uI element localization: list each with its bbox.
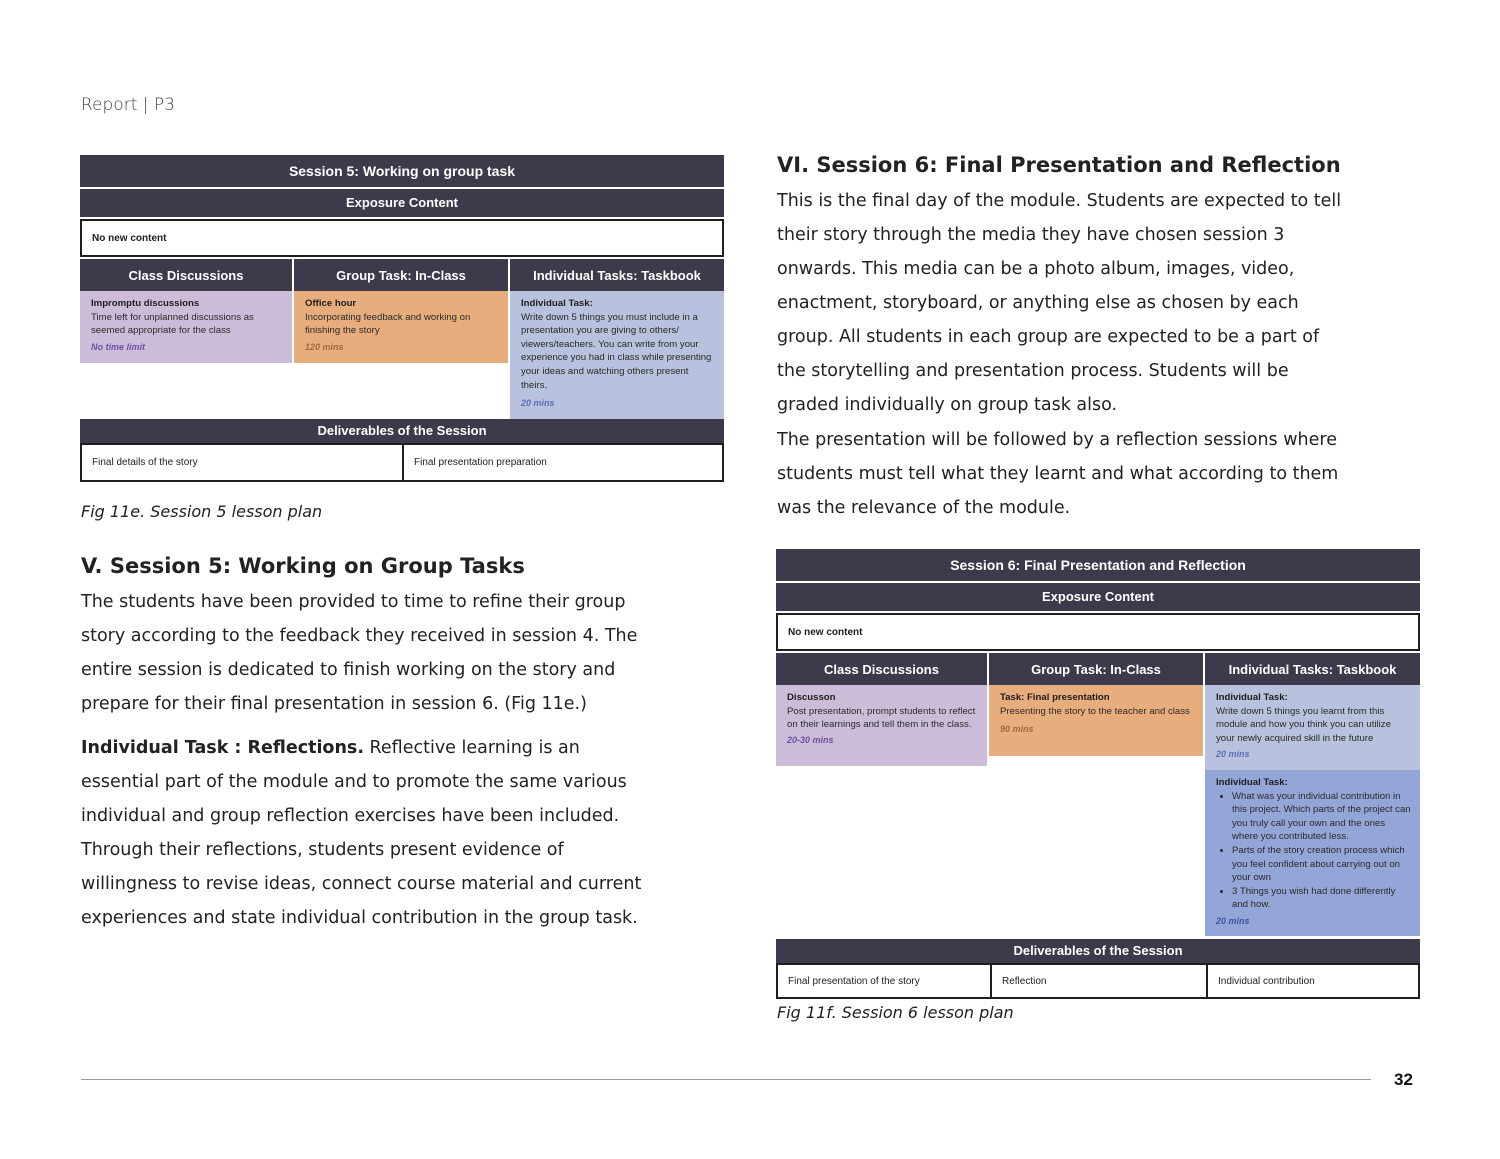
figure-caption: Fig 11e. Session 5 lesson plan [81, 502, 323, 521]
individual-task-cell [1205, 770, 1420, 936]
report-header: Report | P3 [81, 95, 175, 115]
cell-title: Individual Task: [521, 298, 593, 309]
cell-body: Write down 5 things you must include in a presentation you are giving to others/ viewers/teachers. You can write from your experience you had in class while presenting your ideas and watching others present theirs. [521, 311, 712, 391]
class-discussion-cell [80, 291, 294, 363]
section-paragraph [777, 184, 1347, 422]
cell-body: Time left for unplanned discussions as seemed appropriate for the class [91, 311, 254, 337]
section-heading: V. Session 5: Working on Group Tasks [81, 554, 525, 578]
task-bullet: • Parts of the story creation process which you feel confident about carrying out on your own [1232, 844, 1412, 885]
cell-time: 20-30 mins [787, 734, 834, 745]
deliverable-item: Final presentation of the story [778, 965, 992, 997]
deliverable-item: Final presentation preparation [414, 457, 547, 468]
cell-body: Incorporating feedback and working on finishing the story [305, 311, 471, 337]
column-headers [776, 653, 1420, 685]
deliverables-label: Deliverables of the Session [80, 419, 724, 443]
cell-title: Office hour [305, 298, 357, 309]
cell-title: Individual Task: [1216, 777, 1288, 788]
cell-time: No time limit [91, 341, 146, 352]
class-discussion-cell [776, 685, 989, 766]
deliverable-item: Individual contribution [1218, 975, 1315, 987]
cell-title: Individual Task: [1216, 692, 1288, 703]
task-bullet-list [1216, 790, 1412, 912]
cell-time: 20 mins [1216, 915, 1250, 926]
task-bullet: • What was your individual contribution in this project. Which parts of the project can you truly call your own and the ones where you contributed less. [1232, 790, 1412, 844]
session5-lesson-plan [80, 155, 724, 482]
column-header: Group Task: In-Class [294, 259, 510, 291]
cell-title: Impromptu discussions [91, 298, 200, 309]
session6-lesson-plan [776, 549, 1420, 999]
column-header: Individual Tasks: Taskbook [510, 259, 724, 291]
plan-title: Session 6: Final Presentation and Reflection [776, 549, 1420, 581]
column-header: Individual Tasks: Taskbook [1205, 653, 1420, 685]
plan-title: Session 5: Working on group task [80, 155, 724, 187]
cell-body: Presenting the story to the teacher and class [1000, 705, 1190, 717]
paragraph-text: This is the final day of the module. Students are expected to tell their story through the media they have chosen session 3 onwards. This media can be a photo album, images, video, enactment, storyboard, or anything else as chosen by each group. All students in each group are expected to be a part of the storytelling and presentation process. Students will be graded individually on group task also. [777, 191, 1342, 415]
paragraph-text: The presentation will be followed by a reflection sessions where students must tell what they learnt and what according to them was the relevance of the module. [777, 430, 1339, 518]
exposure-value: No new content [776, 613, 1420, 651]
deliverable-item: Reflection [992, 965, 1208, 997]
deliverables-row [80, 443, 724, 482]
page-number: 32 [1394, 1070, 1413, 1089]
cell-time: 20 mins [1216, 749, 1250, 760]
paragraph-text: Reflective learning is an essential part of the module and to promote the same various individual and group reflection exercises have been included. Through their reflections, students present evidence of willingness to revise ideas, connect course material and current experiences and state individual contribution in the group task. [81, 738, 642, 928]
cell-time: 120 mins [305, 341, 344, 352]
cell-time: 20 mins [521, 398, 555, 409]
column-header: Class Discussions [80, 259, 294, 291]
exposure-label: Exposure Content [776, 583, 1420, 611]
paragraph-text: The students have been provided to time to refine their group story according to the feedback they received in session 4. The entire session is dedicated to finish working on the story and prepare for their final presentation in session 6. (Fig 11e.) [81, 592, 638, 714]
exposure-value: No new content [80, 219, 724, 257]
section-heading: VI. Session 6: Final Presentation and Reflection [777, 153, 1341, 177]
figure-caption: Fig 11f. Session 6 lesson plan [777, 1003, 1014, 1022]
group-task-cell [294, 291, 510, 363]
column-headers [80, 259, 724, 291]
footer-divider [81, 1079, 1371, 1080]
cell-body: Post presentation, prompt students to reflect on their learnings and tell them in the class. [787, 705, 976, 731]
cell-title: Task: Final presentation [1000, 692, 1110, 703]
column-header: Class Discussions [776, 653, 989, 685]
section-paragraph [81, 731, 651, 935]
group-task-cell [989, 685, 1205, 756]
column-header: Group Task: In-Class [989, 653, 1205, 685]
deliverable-item: Final details of the story [82, 445, 404, 480]
cell-time: 90 mins [1000, 724, 1034, 735]
individual-task-cell [1205, 685, 1420, 770]
task-bullet: • 3 Things you wish had done differently and how. [1232, 885, 1412, 912]
deliverables-row [776, 963, 1420, 999]
section-paragraph [81, 585, 651, 721]
exposure-label: Exposure Content [80, 189, 724, 217]
deliverables-label: Deliverables of the Session [776, 939, 1420, 963]
individual-task-cell [510, 291, 724, 419]
cell-body: Write down 5 things you learnt from this module and how you think you can utilize your newly acquired skill in the future [1216, 705, 1391, 744]
cell-title: Discusson [787, 692, 836, 703]
paragraph-lead: Individual Task : Reflections. [81, 738, 364, 758]
section-paragraph [777, 423, 1347, 525]
